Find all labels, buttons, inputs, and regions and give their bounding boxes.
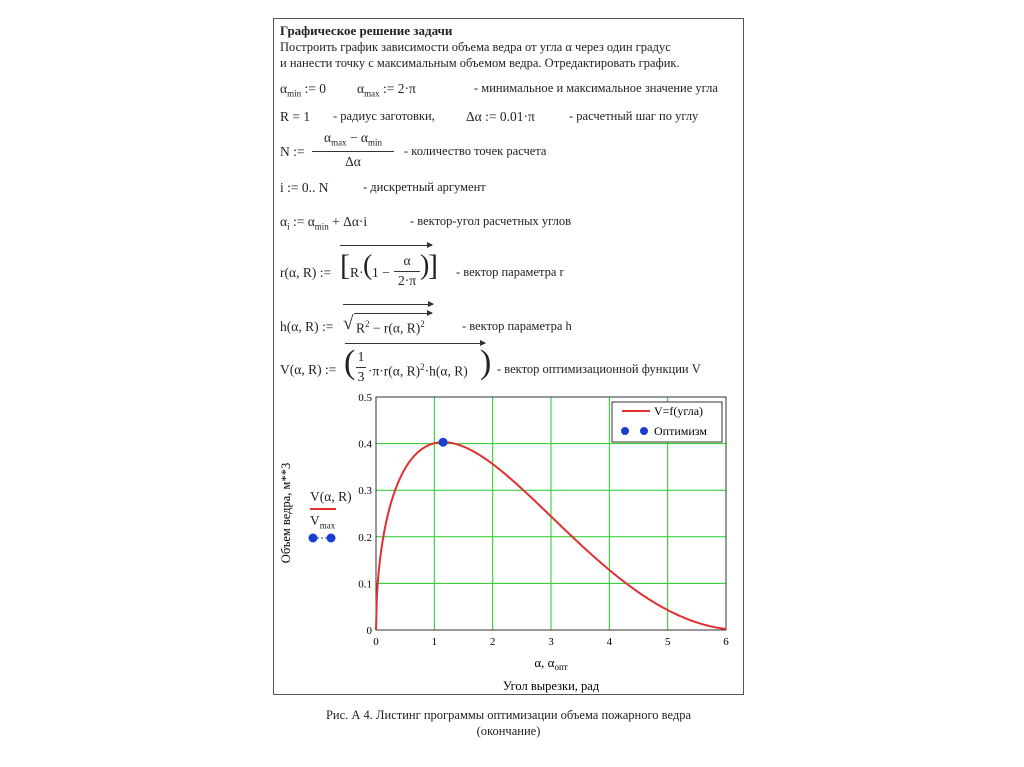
- x-tick-label-2: 2: [489, 636, 496, 648]
- v-def-paren-left: (: [344, 344, 356, 381]
- i-def: i := 0.. N: [280, 180, 329, 195]
- v-def-comment: - вектор оптимизационной функции V: [497, 362, 701, 376]
- radius-def: R = 1: [280, 109, 311, 124]
- x-tick-label-1: 1: [431, 636, 438, 648]
- legend-point-swatch-1: [621, 427, 629, 435]
- r-def-paren-left: (: [363, 250, 373, 281]
- h-def-comment: - вектор параметра h: [462, 319, 572, 333]
- y-tick-label-5: 0.5: [358, 392, 372, 404]
- chart-legend: [612, 402, 722, 442]
- r-def-body: R·: [350, 265, 364, 280]
- v-def-numerator: 1: [357, 349, 365, 364]
- x-axis-label: α, $\alpha_{опт}$: [534, 655, 568, 672]
- intro-line-1: Построить график зависимости объема ведра от угла α через один градус: [280, 40, 671, 54]
- x-tick-label-0: 0: [373, 636, 379, 648]
- r-def-bracket-left: [: [340, 249, 350, 282]
- listing-heading: Графическое решение задачи: [280, 23, 453, 38]
- optimum-point-0: [439, 438, 448, 447]
- side-legend-v-label: V(α, R): [310, 489, 352, 504]
- series-optimum-points: [439, 438, 448, 447]
- legend-point-swatch-2: [640, 427, 648, 435]
- h-def-lhs: h(α, R) :=: [280, 319, 334, 334]
- delta-alpha-comment: - расчетный шаг по углу: [569, 109, 699, 123]
- v-def-body: ·π·r(α, R)$^2$·h(α, R): [368, 362, 468, 379]
- figure-caption-line-2: (окончание): [476, 724, 541, 738]
- x-axis-title: Угол вырезки, рад: [502, 679, 600, 693]
- r-def-bracket-right: ]: [428, 249, 438, 282]
- y-tick-label-3: 0.3: [358, 485, 372, 498]
- r-def-comment: - вектор параметра r: [456, 265, 564, 279]
- n-def-denominator: Δα: [345, 154, 361, 169]
- alpha-range-comment: - минимальное и максимальное значение угла: [474, 81, 718, 95]
- y-tick-label-2: 0.2: [358, 531, 372, 544]
- figure-caption-line-1: Рис. А 4. Листинг программы оптимизации объема пожарного ведра: [325, 708, 692, 722]
- y-tick-label-0: 0: [366, 625, 372, 637]
- alpha-i-comment: - вектор-угол расчетных углов: [410, 214, 572, 228]
- alpha-max-def: $\alpha_{max}$ := 2·π: [357, 81, 416, 99]
- x-tick-label-3: 3: [548, 636, 554, 648]
- legend-entry-volume: V=f(угла): [654, 404, 704, 418]
- x-tick-label-4: 4: [606, 636, 613, 648]
- y-tick-label-4: 0.4: [358, 438, 372, 451]
- r-def-numerator: α: [403, 253, 411, 268]
- i-def-comment: - дискретный аргумент: [363, 180, 486, 194]
- side-legend-vmax-label: $V_{max}$: [310, 513, 336, 531]
- intro-line-2: и нанести точку с максимальным объемом ведра. Отредактировать график.: [280, 56, 680, 70]
- h-def-body: $R^2 - r(\alpha$, R)$^2$: [356, 319, 425, 336]
- x-tick-label-6: 6: [723, 636, 729, 648]
- n-def-comment: - количество точек расчета: [404, 144, 547, 158]
- v-def-paren-right: ): [480, 344, 492, 381]
- r-def-lhs: r(α, R) :=: [280, 265, 332, 280]
- alpha-min-def: $\alpha_{min}$ := 0: [280, 81, 326, 99]
- delta-alpha-def: Δα := 0.01·π: [466, 109, 535, 124]
- v-def-denominator: 3: [357, 369, 365, 384]
- n-def-lhs: N :=: [280, 144, 305, 159]
- radius-comment: - радиус заготовки,: [333, 109, 435, 123]
- v-def-lhs: V(α, R) :=: [280, 362, 337, 377]
- y-axis-label: Объем ведра, м**3: [279, 462, 293, 564]
- y-tick-label-1: 0.1: [358, 578, 372, 591]
- alpha-i-def: $\alpha_i$ := $\alpha_{min} + \Delta\alpha\cdot i$: [280, 214, 368, 232]
- legend-entry-optimum: Оптимизм: [654, 424, 707, 438]
- n-def-numerator: $\alpha_{max} - \alpha_{min}$: [323, 130, 383, 148]
- r-def-paren-right: ): [420, 250, 430, 281]
- x-tick-label-5: 5: [664, 636, 671, 648]
- r-def-denominator: 2·π: [397, 273, 417, 288]
- r-def-one: 1 −: [372, 265, 390, 280]
- h-def-sqrt-sign: √: [343, 313, 354, 334]
